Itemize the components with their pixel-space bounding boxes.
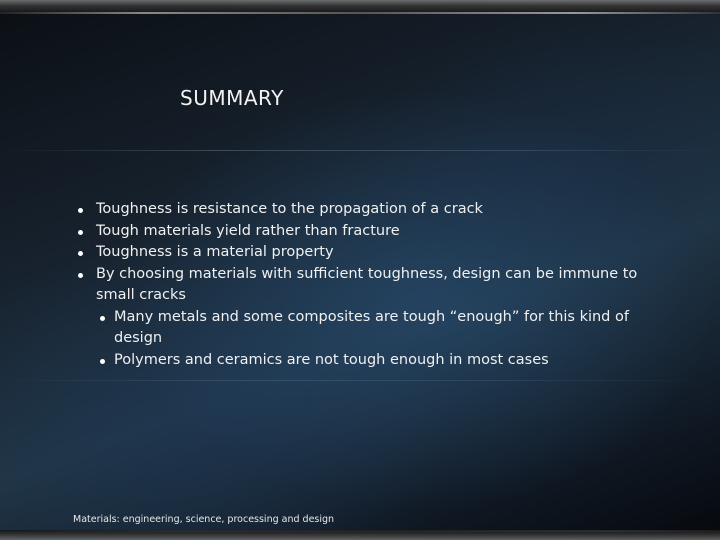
bottom-frame-bar (0, 530, 720, 540)
bullet-text: By choosing materials with sufficient toughness, design can be immune to small cracks (96, 265, 638, 303)
sub-bullet-text: Polymers and ceramics are not tough enough in most cases (114, 351, 549, 368)
bullet-icon (78, 273, 83, 278)
light-streak (0, 150, 720, 151)
bullet-item (78, 242, 648, 264)
bullet-item (78, 199, 648, 221)
bullet-text: Toughness is resistance to the propagation of a crack (96, 201, 483, 217)
sub-bullet-icon (100, 359, 105, 364)
sub-bullet-item (78, 307, 648, 350)
bullet-item (78, 264, 648, 307)
top-frame-line (0, 12, 720, 14)
bullet-text: Tough materials yield rather than fracture (96, 222, 400, 239)
bullet-item (78, 221, 648, 243)
bullet-icon (78, 251, 83, 256)
bullet-icon (78, 208, 83, 213)
bullet-icon (78, 230, 83, 235)
slide-title: SUMMARY (180, 86, 284, 110)
sub-bullet-icon (100, 316, 105, 321)
bullet-list (78, 199, 648, 371)
sub-bullet-text: Many metals and some composites are tough “enough” for this kind of design (114, 308, 629, 346)
light-streak (0, 380, 720, 381)
sub-bullet-item (78, 350, 648, 372)
bullet-text: Toughness is a material property (96, 244, 334, 260)
footer-text: Materials: engineering, science, processing and design (73, 514, 335, 525)
